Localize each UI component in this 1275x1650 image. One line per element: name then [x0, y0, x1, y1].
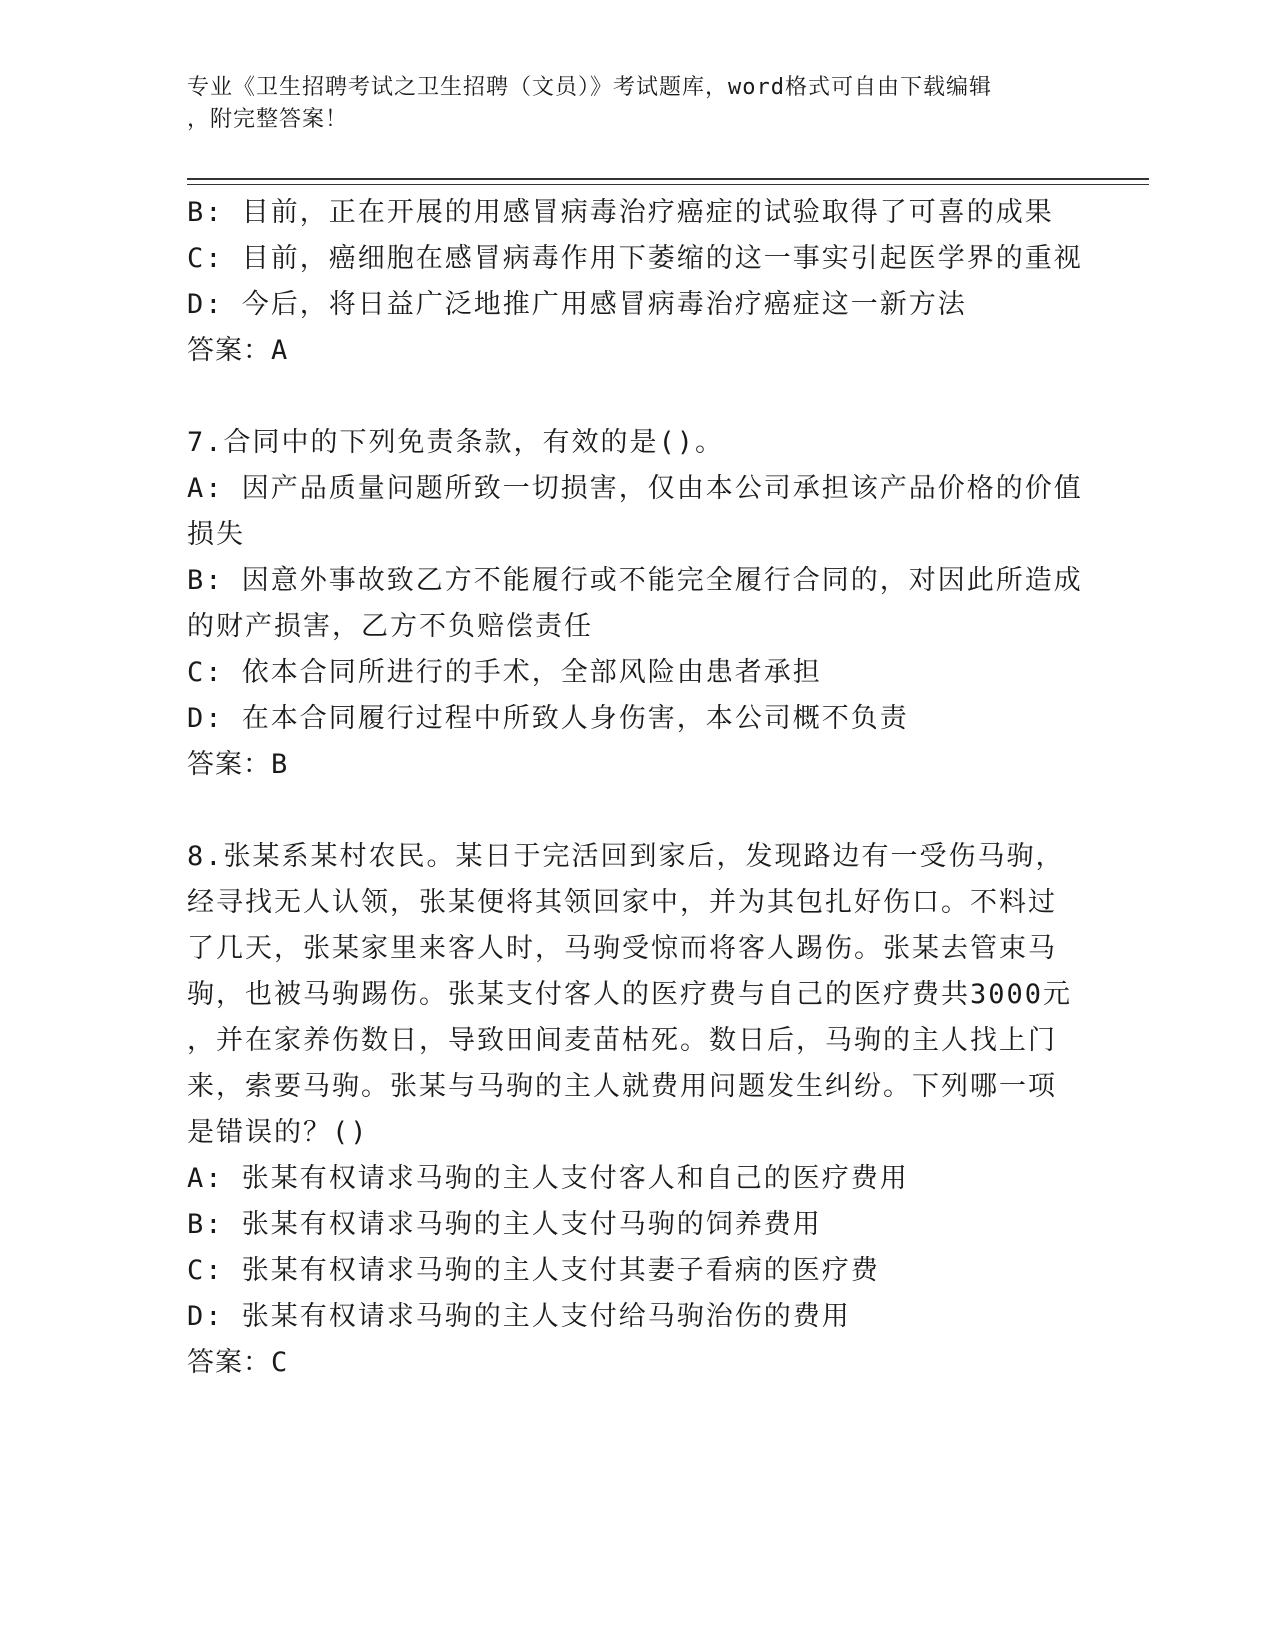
- document-body: [187, 190, 1087, 1386]
- option-c: C: 目前，癌细胞在感冒病毒作用下萎缩的这一事实引起医学界的重视: [187, 243, 1083, 274]
- option-a: A: 因产品质量问题所致一切损害，仅由本公司承担该产品价格的价值: [187, 473, 1083, 504]
- header-line-2: ，附完整答案！: [187, 107, 349, 132]
- option-d: D: 今后，将日益广泛地推广用感冒病毒治疗癌症这一新方法: [187, 289, 967, 320]
- header-line-1: 专业《卫生招聘考试之卫生招聘（文员）》考试题库，word格式可自由下载编辑: [187, 75, 992, 100]
- option-a-continued: 损失: [187, 519, 245, 550]
- option-d: D: 张某有权请求马驹的主人支付给马驹治伤的费用: [187, 1301, 851, 1332]
- question-stem: 7.合同中的下列免责条款，有效的是()。: [187, 427, 725, 458]
- option-b: B: 张某有权请求马驹的主人支付马驹的饲养费用: [187, 1209, 822, 1240]
- document-header: [187, 72, 1087, 136]
- answer-value: A: [271, 335, 289, 366]
- question-stem: 8.张某系某村农民。某日于完活回到家后，发现路边有一受伤马驹，: [187, 841, 1065, 872]
- answer-label: 答案：: [187, 749, 271, 780]
- question-stem-continued: 了几天，张某家里来客人时，马驹受惊而将客人踢伤。张某去管束马: [187, 933, 1057, 964]
- question-6: [187, 190, 1087, 374]
- header-rule-thin: [187, 184, 1149, 185]
- question-stem-continued: ，并在家养伤数日，导致田间麦苗枯死。数日后，马驹的主人找上门: [187, 1025, 1057, 1056]
- answer-line: [187, 742, 1087, 788]
- answer-label: 答案：: [187, 335, 271, 366]
- question-7: [187, 420, 1087, 788]
- option-c: C: 张某有权请求马驹的主人支付其妻子看病的医疗费: [187, 1255, 880, 1286]
- question-stem-continued: 经寻找无人认领，张某便将其领回家中，并为其包扎好伤口。不料过: [187, 887, 1057, 918]
- option-d: D: 在本合同履行过程中所致人身伤害，本公司概不负责: [187, 703, 909, 734]
- question-stem-continued: 驹，也被马驹踢伤。张某支付客人的医疗费与自己的医疗费共3000元: [187, 979, 1073, 1010]
- answer-line: [187, 1340, 1087, 1386]
- spacer: [187, 788, 1087, 834]
- spacer: [187, 374, 1087, 420]
- option-c: C: 依本合同所进行的手术，全部风险由患者承担: [187, 657, 822, 688]
- question-8: [187, 834, 1087, 1386]
- option-b: B: 目前，正在开展的用感冒病毒治疗癌症的试验取得了可喜的成果: [187, 197, 1054, 228]
- option-b-continued: 的财产损害，乙方不负赔偿责任: [187, 611, 593, 642]
- answer-line: [187, 328, 1087, 374]
- option-b: B: 因意外事故致乙方不能履行或不能完全履行合同的，对因此所造成: [187, 565, 1083, 596]
- answer-value: C: [271, 1347, 289, 1378]
- option-a: A: 张某有权请求马驹的主人支付客人和自己的医疗费用: [187, 1163, 909, 1194]
- answer-label: 答案：: [187, 1347, 271, 1378]
- answer-value: B: [271, 749, 289, 780]
- question-stem-continued: 是错误的？(): [187, 1117, 369, 1148]
- header-rule-thick: [187, 178, 1149, 180]
- question-stem-continued: 来，索要马驹。张某与马驹的主人就费用问题发生纠纷。下列哪一项: [187, 1071, 1057, 1102]
